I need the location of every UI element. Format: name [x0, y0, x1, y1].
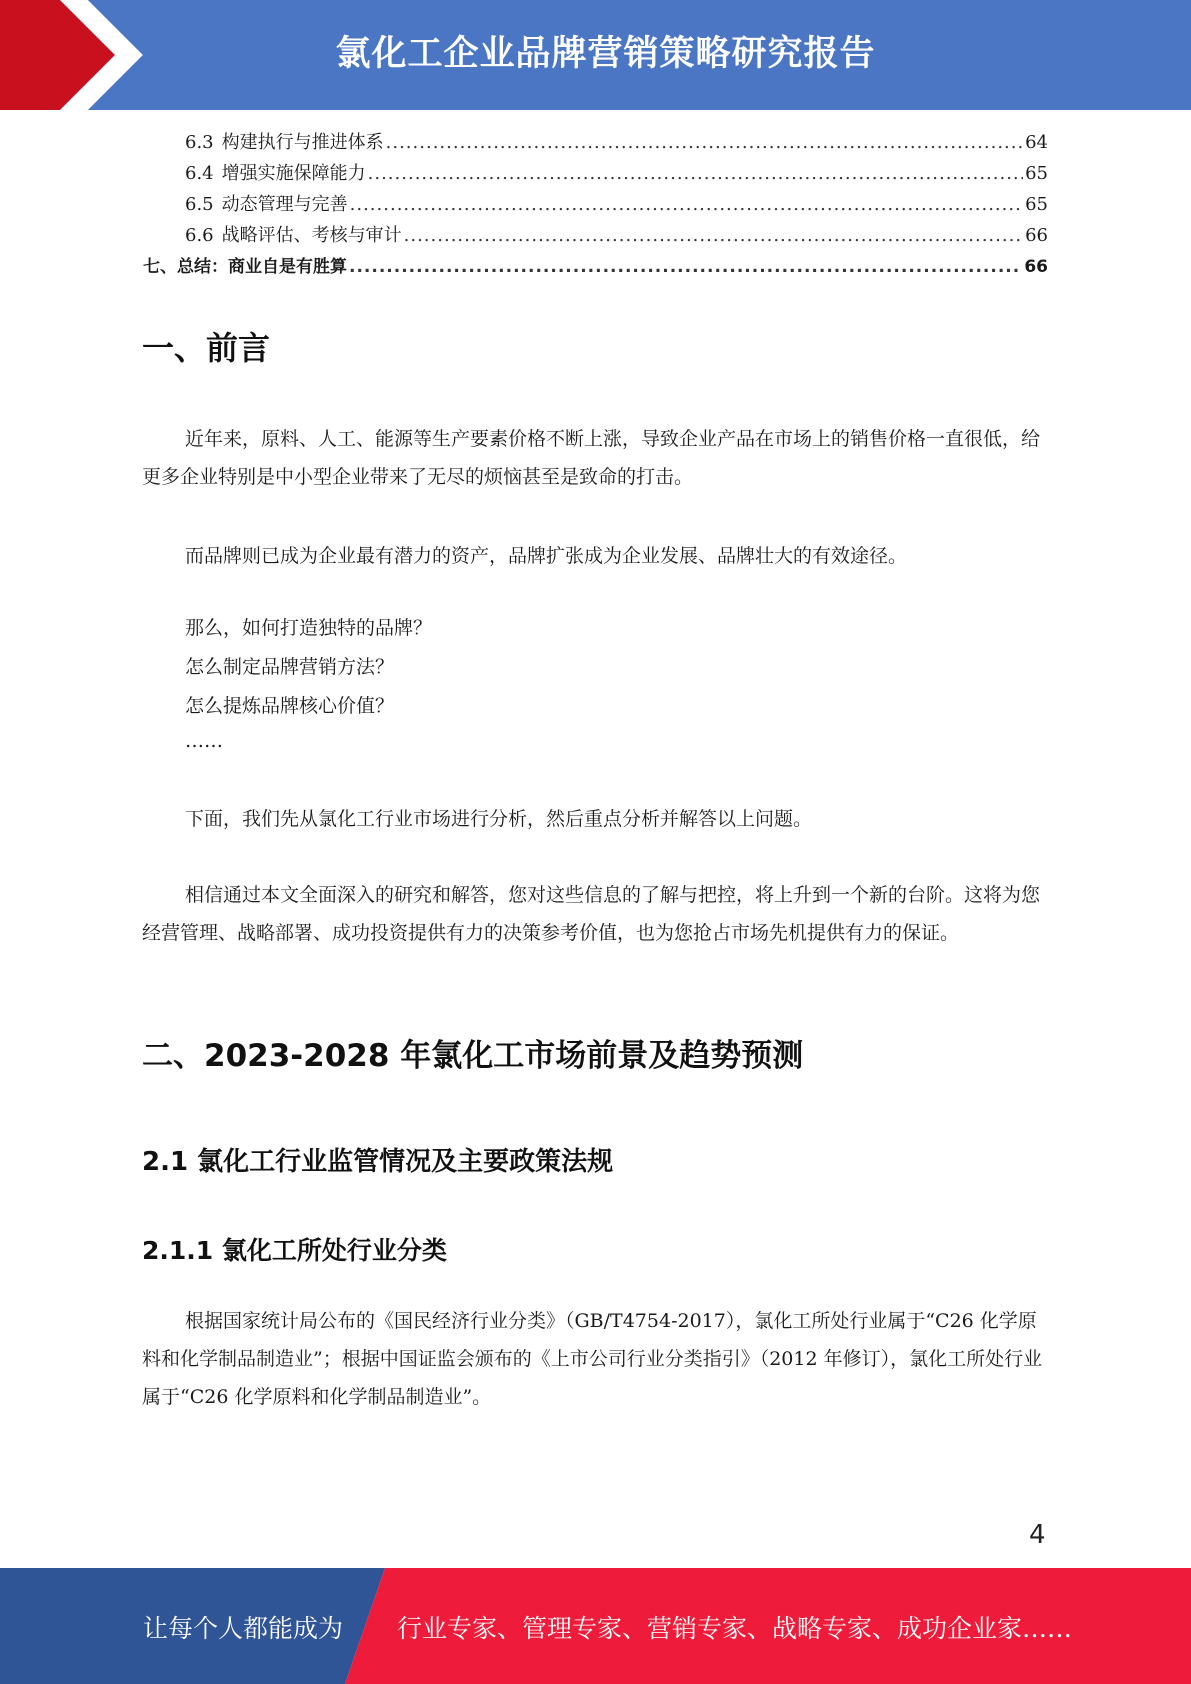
section-heading-market: 二、2023-2028 年氯化工市场前景及趋势预测 [142, 1038, 804, 1074]
toc-leader-dots [386, 132, 1023, 153]
toc-leader-dots [349, 257, 1022, 277]
toc-page: 66 [1024, 257, 1048, 277]
toc-page: 65 [1025, 194, 1048, 215]
paragraph: 近年来，原料、人工、能源等生产要素价格不断上涨，导致企业产品在市场上的销售价格一直很低，给更多企业特别是中小型企业带来了无尽的烦恼甚至是致命的打击。 [142, 428, 1041, 488]
page-header [0, 0, 1191, 110]
toc-page: 65 [1025, 163, 1048, 184]
page-footer [0, 1568, 1191, 1684]
toc-entry-chapter[interactable] [143, 252, 1048, 283]
table-of-contents [143, 128, 1048, 283]
toc-page: 64 [1025, 132, 1048, 153]
ellipsis-line: …… [185, 730, 223, 752]
toc-label: 战略评估、考核与审计 [221, 225, 402, 246]
footer-slogan-left: 让每个人都能成为 [143, 1614, 344, 1643]
toc-number: 6.3 [185, 132, 214, 153]
page-number: 4 [1029, 1520, 1046, 1550]
toc-leader-dots [368, 163, 1023, 184]
toc-number: 6.6 [185, 225, 214, 246]
report-title: 氯化工企业品牌营销策略研究报告 [335, 34, 876, 74]
toc-label: 动态管理与完善 [221, 194, 348, 215]
toc-number: 6.5 [185, 194, 214, 215]
section-heading-intro: 一、前言 [142, 329, 271, 367]
toc-leader-dots [404, 225, 1023, 246]
question-line: 那么，如何打造独特的品牌？ [185, 617, 433, 639]
toc-leader-dots [350, 194, 1023, 215]
question-line: 怎么制定品牌营销方法？ [185, 656, 395, 678]
toc-page: 66 [1025, 225, 1048, 246]
subsubsection-heading: 2.1.1 氯化工所处行业分类 [142, 1236, 447, 1265]
paragraph: 相信通过本文全面深入的研究和解答，您对这些信息的了解与把控，将上升到一个新的台阶。这将为您经营管理、战略部署、成功投资提供有力的决策参考价值，也为您抢占市场先机提供有力的保证。 [142, 884, 1041, 944]
paragraph: 根据国家统计局公布的《国民经济行业分类》（GB/T4754-2017），氯化工所处行业属于“C26 化学原料和化学制品制造业”；根据中国证监会颁布的《上市公司行业分类指引》（2012 年修订），氯化工所处行业属于“C26 化学原料和化学制品制造业”。 [142, 1310, 1043, 1408]
toc-label: 七、总结：商业自是有胜算 [143, 257, 347, 277]
paragraph: 下面，我们先从氯化工行业市场进行分析，然后重点分析并解答以上问题。 [185, 808, 813, 830]
toc-label: 构建执行与推进体系 [221, 132, 384, 153]
question-line: 怎么提炼品牌核心价值？ [185, 695, 395, 717]
toc-entry[interactable] [143, 190, 1048, 221]
toc-entry[interactable] [143, 128, 1048, 159]
footer-slogan-right: 行业专家、管理专家、营销专家、战略专家、成功企业家…… [397, 1614, 1073, 1643]
paragraph: 而品牌则已成为企业最有潜力的资产，品牌扩张成为企业发展、品牌壮大的有效途径。 [185, 545, 908, 567]
toc-label: 增强实施保障能力 [221, 163, 366, 184]
toc-number: 6.4 [185, 163, 214, 184]
subsection-heading: 2.1 氯化工行业监管情况及主要政策法规 [142, 1147, 614, 1177]
toc-entry[interactable] [143, 221, 1048, 252]
toc-entry[interactable] [143, 159, 1048, 190]
